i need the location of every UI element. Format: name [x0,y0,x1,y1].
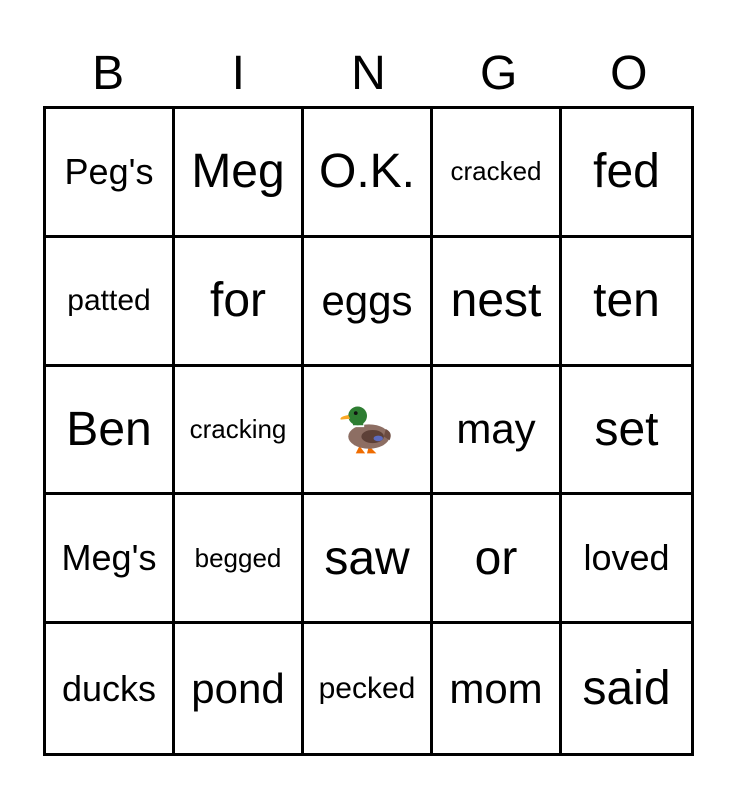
cell-word: O.K. [318,145,416,199]
header-letter-i: I [231,47,245,100]
bingo-cell[interactable] [562,624,691,753]
bingo-cell[interactable] [562,109,691,238]
bingo-board [43,106,694,756]
cell-word: Peg's [64,150,154,192]
cell-word: saw [324,531,410,585]
bingo-cell[interactable] [433,367,562,496]
cell-word: said [582,662,671,716]
cell-word: Ben [66,402,152,456]
bingo-cell[interactable] [562,367,691,496]
header-letter-n: N [351,47,386,100]
cell-word: pecked [318,671,416,705]
bingo-cell[interactable] [175,238,304,367]
bingo-cell[interactable] [433,109,562,238]
cell-word: begged [194,542,282,573]
cell-word: mom [449,664,543,712]
cell-word: for [209,274,266,328]
bingo-cell[interactable] [304,109,433,238]
bingo-cell[interactable] [433,495,562,624]
bingo-cell[interactable] [175,495,304,624]
bingo-cell[interactable] [562,238,691,367]
cell-word: cracked [450,156,542,187]
cell-word: eggs [321,276,413,324]
cell-word: patted [67,283,151,317]
bingo-header [43,48,694,100]
cell-word: Meg [191,145,285,199]
bingo-cell[interactable] [175,367,304,496]
bingo-cell[interactable] [46,238,175,367]
cell-word: ten [593,274,660,328]
cell-word: pond [191,664,285,712]
cell-word: or [474,531,518,585]
bingo-cell[interactable] [46,367,175,496]
free-space-cell[interactable] [304,367,433,496]
bingo-cell[interactable] [304,238,433,367]
bingo-cell[interactable] [46,624,175,753]
bingo-cell[interactable] [46,495,175,624]
cell-word: may [456,405,536,453]
bingo-cell[interactable] [175,624,304,753]
bingo-cell[interactable] [433,238,562,367]
duck-icon [337,399,397,459]
header-letter-g: G [479,47,518,100]
bingo-cell[interactable] [562,495,691,624]
cell-word: Meg's [61,537,157,579]
header-letter-o: O [610,47,648,100]
bingo-cell[interactable] [304,495,433,624]
bingo-cell[interactable] [46,109,175,238]
header-letter-b: B [92,47,125,100]
bingo-cell[interactable] [433,624,562,753]
cell-word: cracking [189,413,287,444]
cell-word: set [594,402,659,456]
bingo-cell[interactable] [304,624,433,753]
cell-word: nest [450,274,542,328]
cell-word: fed [593,145,660,199]
cell-word: ducks [61,667,157,709]
bingo-cell[interactable] [175,109,304,238]
cell-word: loved [583,537,670,579]
